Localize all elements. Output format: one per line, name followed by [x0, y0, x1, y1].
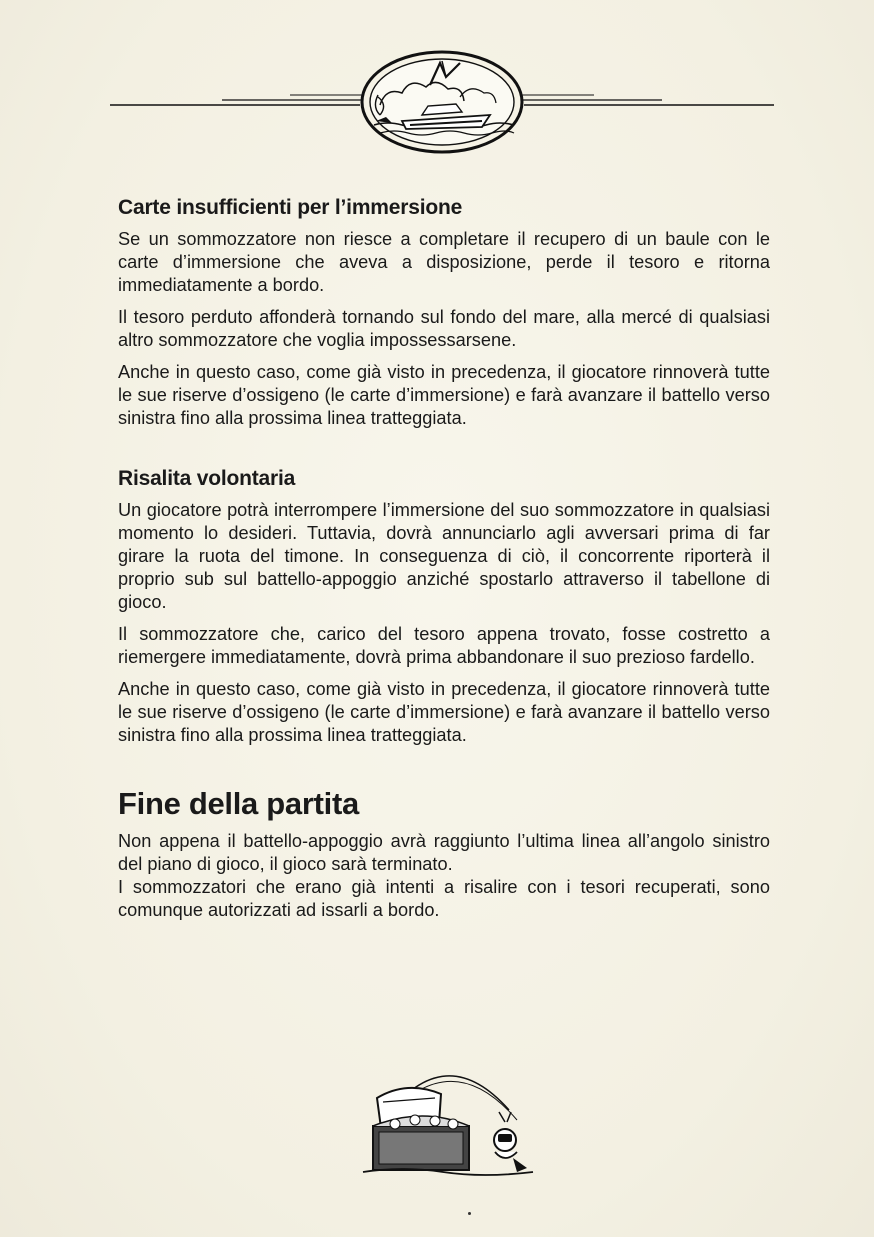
paragraph: Non appena il battello-appoggio avrà raggiunto l’ultima linea all’angolo sinistro del piano di gioco, il gioco sarà terminato. I sommozzatori che erano già intenti a risalire con i tesori recuperati, sono comunque autorizzati ad issarli a bordo. [118, 831, 770, 920]
section-heading-voluntary-ascent: Risalita volontaria [118, 467, 296, 490]
paragraph: Il tesoro perduto affonderà tornando sul fondo del mare, alla mercé di qualsiasi altro sommozzatore che voglia impossessarsene. [118, 307, 770, 350]
paragraph: Il sommozzatore che, carico del tesoro appena trovato, fosse costretto a riemergere immediatamente, dovrà prima abbandonare il suo prezioso fardello. [118, 624, 770, 667]
treasure-chest-diver-icon [355, 1058, 540, 1183]
section-heading-insufficient-cards: Carte insufficienti per l’immersione [118, 196, 463, 219]
section-heading-end-of-game: Fine della partita [118, 786, 359, 821]
document-body [118, 196, 770, 931]
paragraph: Se un sommozzatore non riesce a completare il recupero di un baule con le carte d’immersione che aveva a disposizione, perde il tesoro e ritorna immediatamente a bordo. [118, 229, 770, 295]
paragraph: Anche in questo caso, come già visto in precedenza, il giocatore rinnoverà tutte le sue riserve d’ossigeno (le carte d’immersione) e farà avanzare il battello verso sinistra fino alla prossima linea tratteggiata. [118, 362, 770, 428]
paragraph: Anche in questo caso, come già visto in precedenza, il giocatore rinnoverà tutte le sue riserve d’ossigeno (le carte d’immersione) e farà avanzare il battello verso sinistra fino alla prossima linea tratteggiata. [118, 679, 770, 745]
paragraph: Un giocatore potrà interrompere l’immersione del suo sommozzatore in qualsiasi momento lo desideri. Tuttavia, dovrà annunciarlo agli avversari prima di far girare la ruota del timone. In conseguenza di ciò, il concorrente riporterà il proprio sub sul battello-appoggio anziché spostarlo attraverso il tabellone di gioco. [118, 500, 770, 612]
boat-emblem-icon [110, 45, 774, 160]
speck [468, 1212, 471, 1215]
